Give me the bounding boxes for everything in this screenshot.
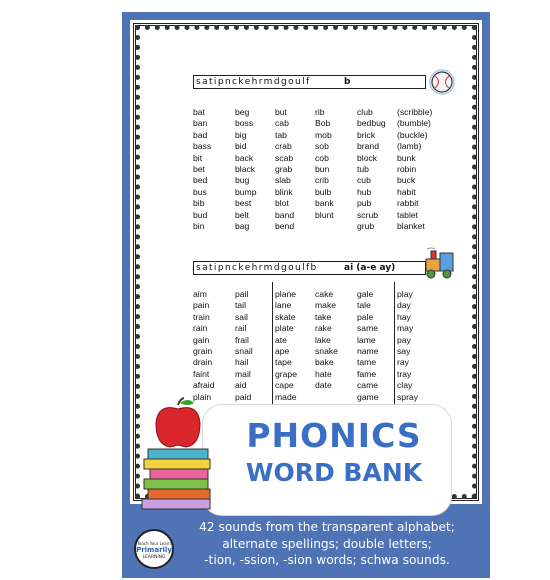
alphabet-sequence: satipnckehrmdgoulfb [196,263,318,273]
word-item: gale [357,289,374,299]
word-item: ban [193,118,208,129]
word-item: pain [193,300,210,311]
word-item: day [397,300,411,311]
footer-line: 42 sounds from the transparent alphabet; [199,520,455,534]
sound-label: ai (a-e ay) [344,263,396,273]
word-item: crib [315,175,329,186]
baseball-icon [429,69,455,95]
logo-name: Primarily [136,546,172,554]
word-item: make [315,300,337,311]
word-item: robin [397,163,417,174]
word-item: bus [193,186,207,197]
word-item: grain [193,345,213,356]
word-item: clay [397,380,413,391]
word-item: tail [235,300,246,311]
word-item: tab [275,129,287,140]
word-item: beg [235,107,250,117]
word-item: afraid [193,380,215,391]
word-item: cab [275,118,289,129]
word-item: buck [397,175,416,186]
word-item: tablet [397,209,419,220]
word-item: tape [275,357,292,368]
word-item: skate [275,311,296,322]
word-item: bin [193,220,205,231]
word-item: bed [193,175,208,186]
word-item: bunk [397,152,416,163]
word-item: blot [275,198,289,209]
word-item: black [235,163,256,174]
word-item: rib [315,107,325,117]
logo-subtitle: LEARNING [142,555,166,560]
word-item: rake [315,323,332,334]
word-item: bib [193,198,205,209]
word-item: rail [235,323,247,334]
word-item: grape [275,368,297,379]
word-item: bug [235,175,250,186]
word-item: club [357,107,373,117]
word-item: fame [357,368,377,379]
word-item: bank [315,198,334,209]
word-item: belt [235,209,249,220]
word-item: train [193,311,210,322]
word-item: gain [193,334,210,345]
word-item: bid [235,141,247,152]
word-item: bass [193,141,212,152]
title-word-bank: WORD BANK [245,458,423,487]
word-item: drain [193,357,213,368]
word-item: paid [235,391,252,402]
word-item: game [357,391,379,402]
word-item: bud [193,209,208,220]
word-column [315,107,334,221]
word-item: Bob [315,118,331,129]
word-item: bump [235,186,257,197]
word-column [315,289,338,392]
section-b-header [193,75,426,89]
word-item: name [357,345,379,356]
word-item: best [235,198,252,209]
word-item: blunt [315,209,334,220]
word-item: bat [193,107,205,117]
section-ai-header [193,261,426,275]
word-column [235,289,253,403]
word-item: tub [357,163,369,174]
word-item: aid [235,380,247,391]
word-item: made [275,391,297,402]
word-item: tale [357,300,371,311]
word-column [275,107,294,232]
word-item: hub [357,186,372,197]
word-item: lame [357,334,376,345]
word-item: play [397,289,413,299]
footer-line: alternate spellings; double letters; [222,536,432,551]
word-item: snake [315,345,338,356]
word-item: hay [397,311,411,322]
word-column [397,289,423,414]
word-item: (scribble) [397,107,433,117]
footer-line: -tion, -ssion, -sion words; schwa sounds. [204,553,450,567]
word-item: lake [315,334,331,345]
primarily-learning-logo [134,529,174,569]
word-item: bet [193,163,205,174]
word-item: back [235,152,254,163]
word-item: bit [193,152,203,163]
word-item: grub [357,220,375,231]
word-item: tray [397,368,412,379]
word-item: scab [275,152,294,163]
word-column [357,289,379,403]
word-item: but [275,107,287,117]
word-item: rabbit [397,198,419,209]
word-item: say [397,345,411,356]
word-item: brick [357,129,376,140]
word-item: blink [275,186,293,197]
word-item: plain [193,391,212,402]
word-item: bend [275,220,295,231]
word-column [193,289,215,403]
word-item: block [357,152,378,163]
word-item: date [315,380,332,391]
word-item: hate [315,368,332,379]
word-item: may [397,323,414,334]
word-item: snail [235,345,253,356]
word-item: sob [315,141,329,152]
word-item: blanket [397,220,425,231]
word-item: take [315,311,332,322]
logo-tagline: Teach Your Learn [137,541,171,546]
word-item: cape [275,380,294,391]
word-item: band [275,209,295,220]
word-item: bun [315,163,330,174]
word-column [275,289,297,403]
alphabet-sequence: satipnckehrmdgoulf [196,77,311,87]
word-item: pub [357,198,372,209]
word-item: pail [235,289,249,299]
word-item: same [357,323,379,334]
word-item: mob [315,129,332,140]
word-item: boss [235,118,254,129]
poster [122,12,490,578]
word-item: (bumble) [397,118,431,129]
toy-train-icon [423,247,459,281]
word-item: bag [235,220,250,231]
word-item: frail [235,334,249,345]
word-item: bad [193,129,208,140]
word-item: brand [357,141,379,152]
word-item: habit [397,186,416,197]
word-item: pay [397,334,411,345]
word-item: mail [235,368,251,379]
word-item: lane [275,300,292,311]
word-item: ape [275,345,290,356]
word-column [193,107,211,232]
word-column [397,107,432,232]
word-item: bake [315,357,334,368]
column-divider [272,282,273,412]
word-item: crab [275,141,292,152]
word-item: rain [193,323,208,334]
word-column [235,107,257,232]
word-item: spray [397,391,419,402]
word-item: slab [275,175,291,186]
word-item: cob [315,152,329,163]
column-divider [394,282,395,412]
word-item: plane [275,289,297,299]
word-item: grab [275,163,293,174]
title-phonics: PHONICS [246,416,422,455]
word-item: bedbug [357,118,386,129]
word-item: aim [193,289,207,299]
word-item: (buckle) [397,129,428,140]
sound-label: b [344,77,351,87]
word-item: ray [397,357,409,368]
word-item: cub [357,175,371,186]
word-item: sail [235,311,248,322]
word-item: ate [275,334,287,345]
word-item: faint [193,368,210,379]
word-item: scrub [357,209,379,220]
word-item: big [235,129,247,140]
word-item: tame [357,357,377,368]
word-item: hail [235,357,249,368]
word-column [357,107,386,232]
word-item: bulb [315,186,332,197]
word-item: (lamb) [397,141,422,152]
word-item: plate [275,323,294,334]
word-item: cake [315,289,334,299]
apple-on-books-image [140,397,220,515]
word-item: pale [357,311,374,322]
footer-description [177,519,477,569]
word-item: came [357,380,379,391]
